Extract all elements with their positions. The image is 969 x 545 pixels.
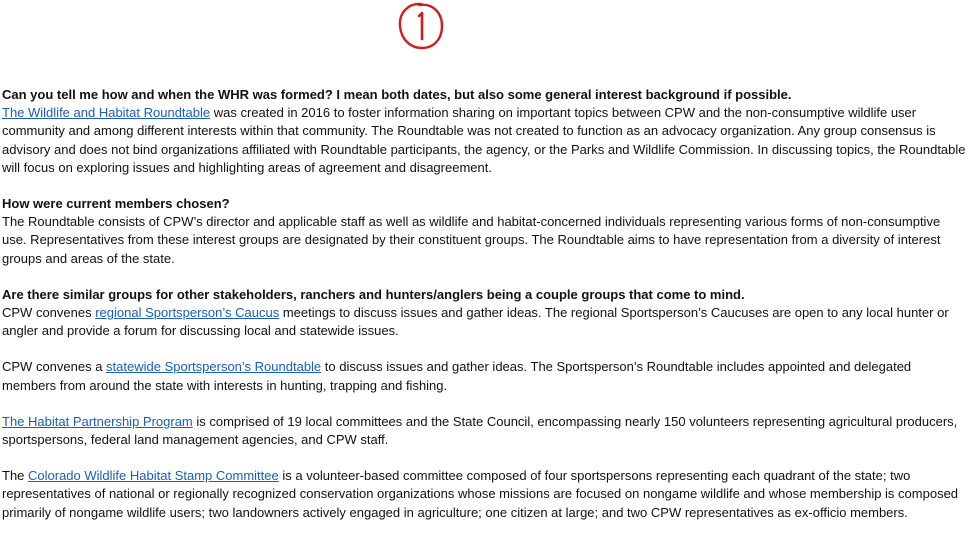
answer-paragraph — [2, 304, 966, 340]
habitat-partnership-link[interactable]: The Habitat Partnership Program — [2, 413, 193, 429]
habitat-stamp-committee-link[interactable]: Colorado Wildlife Habitat Stamp Committee — [28, 468, 279, 484]
answer-paragraph — [2, 467, 966, 522]
wildlife-habitat-roundtable-link[interactable]: The Wildlife and Habitat Roundtable — [2, 105, 211, 121]
question-heading: How were current members chosen? — [2, 196, 230, 212]
answer-paragraph — [2, 358, 966, 394]
paragraph-text: was created in 2016 to foster information sharing on important topics between CPW and the non-consumptive wildlife user community and among different interests within that community. The Roundtable was not created to function as an advocacy organization. Any group consensus is advisory and does not bind organizations affiliated with Roundtable participants, the agency, or the Parks and Wildlife Commission. In discussing topics, the Roundtable will focus on exploring issues and highlighting areas of agreement and disagreement. — [2, 105, 966, 175]
paragraph-text: The — [2, 468, 29, 484]
regional-caucus-link[interactable]: regional Sportsperson’s Caucus — [95, 305, 280, 321]
document-body — [2, 86, 966, 522]
paragraph-text: CPW convenes — [2, 305, 96, 321]
paragraph-text: meetings to discuss issues and gather ideas. The regional Sportsperson’s Caucuses are open to any local hunter or angler and provide a forum for discussing local and statewide issues. — [2, 305, 949, 339]
annotation-circle-number — [398, 1, 444, 54]
answer-paragraph — [2, 413, 966, 449]
question-heading: Are there similar groups for other stakeholders, ranchers and hunters/anglers being a couple groups that come to mind. — [2, 286, 745, 302]
handwritten-number-one-icon — [398, 1, 444, 51]
paragraph-text: to discuss issues and gather ideas. The Sportsperson’s Roundtable includes appointed and delegated members from around the state with interests in hunting, trapping and fishing. — [2, 359, 912, 393]
answer-paragraph — [2, 104, 966, 177]
statewide-roundtable-link[interactable]: statewide Sportsperson’s Roundtable — [106, 359, 322, 375]
question-heading: Can you tell me how and when the WHR was formed? I mean both dates, but also some general interest background if possible. — [2, 87, 792, 102]
answer-paragraph: The Roundtable consists of CPW’s director and applicable staff as well as wildlife and habitat-concerned individuals representing various forms of non-consumptive use. Representatives from these interest groups are designated by their constituent groups. The Roundtable aims to have representation from a diversity of interest groups and areas of the state. — [2, 214, 941, 266]
paragraph-text: is a volunteer-based committee composed of four sportspersons representing each quadrant of the state; two representatives of national or regionally recognized conservation organizations whose missions are focused on nongame wildlife and whose membership is composed primarily of nongame wildlife users; two landowners actively engaged in agriculture; one citizen at large; and two CPW representatives as ex-officio members. — [2, 468, 959, 520]
paragraph-text: CPW convenes a — [2, 359, 107, 375]
paragraph-text: is comprised of 19 local committees and the State Council, encompassing nearly 150 volunteers representing agricultural producers, sportspersons, federal land management agencies, and CPW staff. — [2, 413, 958, 448]
